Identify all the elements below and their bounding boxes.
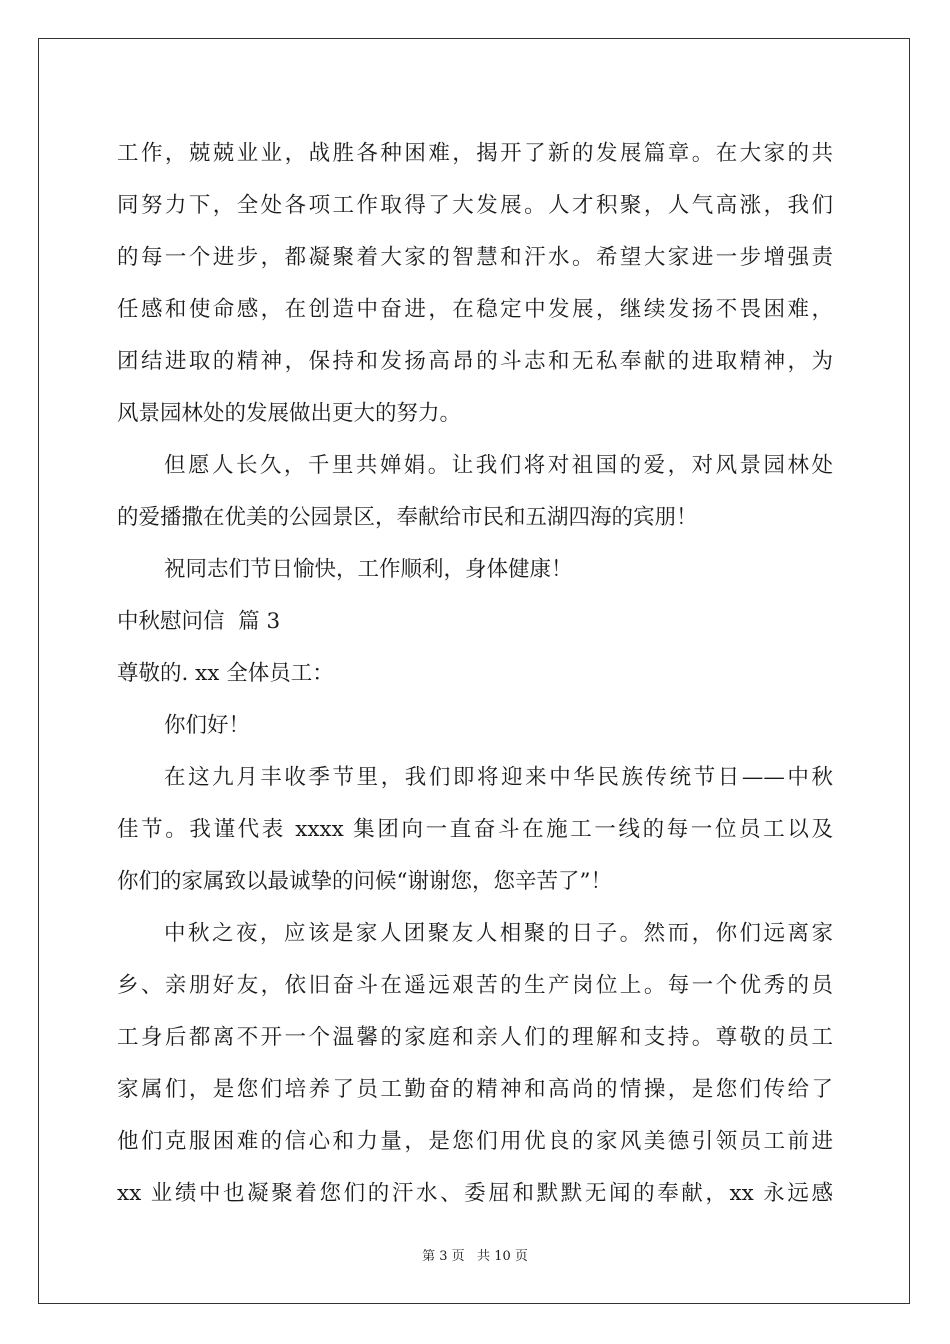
text-line: 同努力下，全处各项工作取得了大发展。人才积聚，人气高涨，我们 (117, 193, 833, 218)
text-line: xx 业绩中也凝聚着您们的汗水、委屈和默默无闻的奉献，xx 永远感 (117, 1181, 833, 1206)
text-line: 你们的家属致以最诚挚的问候“谢谢您，您辛苦了”！ (117, 869, 612, 894)
text-line: 工作，兢兢业业，战胜各种困难，揭开了新的发展篇章。在大家的共 (117, 141, 833, 166)
greeting: 你们好！ (164, 713, 251, 738)
paragraph-blessing (117, 544, 833, 596)
page-number-footer: 第 3 页 共 10 页 (422, 1249, 528, 1264)
text-line: 家属们，是您们培养了员工勤奋的精神和高尚的情操，是您们传给了 (117, 1077, 833, 1102)
text-line: 中秋之夜，应该是家人团聚友人相聚的日子。然而，你们远离家 (164, 921, 833, 946)
text-line: 的每一个进步，都凝聚着大家的智慧和汗水。希望大家进一步增强责 (117, 245, 833, 270)
document-body (117, 128, 833, 1220)
text-line: 他们克服困难的信心和力量，是您们用优良的家风美德引领员工前进 (117, 1129, 833, 1154)
text-line: 佳节。我谨代表 xxxx 集团向一直奋斗在施工一线的每一位员工以及 (117, 817, 833, 842)
paragraph-festival-intro (117, 752, 833, 908)
text-line: 风景园林处的发展做出更大的努力。 (117, 401, 462, 426)
section-title: 中秋慰问信 篇 3 (117, 609, 281, 634)
text-line: 工身后都离不开一个温馨的家庭和亲人们的理解和支持。尊敬的员工 (117, 1025, 833, 1050)
text-line: 祝同志们节日愉快，工作顺利，身体健康！ (164, 557, 573, 582)
text-line: 的爱播撒在优美的公园景区，奉献给市民和五湖四海的宾朋！ (117, 505, 698, 530)
text-line: 乡、亲朋好友，依旧奋斗在遥远艰苦的生产岗位上。每一个优秀的员 (117, 973, 833, 998)
paragraph-family-thanks (117, 908, 833, 1220)
text-line: 团结进取的精神，保持和发扬高昂的斗志和无私奉献的进取精神，为 (117, 349, 833, 374)
salutation: 尊敬的. xx 全体员工： (117, 661, 334, 686)
paragraph-closing-remarks (117, 128, 833, 440)
text-line: 任感和使命感，在创造中奋进，在稳定中发展，继续发扬不畏困难， (117, 297, 833, 322)
text-line: 在这九月丰收季节里，我们即将迎来中华民族传统节日——中秋 (164, 765, 833, 790)
paragraph-wishes (117, 440, 833, 544)
text-line: 但愿人长久，千里共婵娟。让我们将对祖国的爱，对风景园林处 (164, 453, 833, 478)
